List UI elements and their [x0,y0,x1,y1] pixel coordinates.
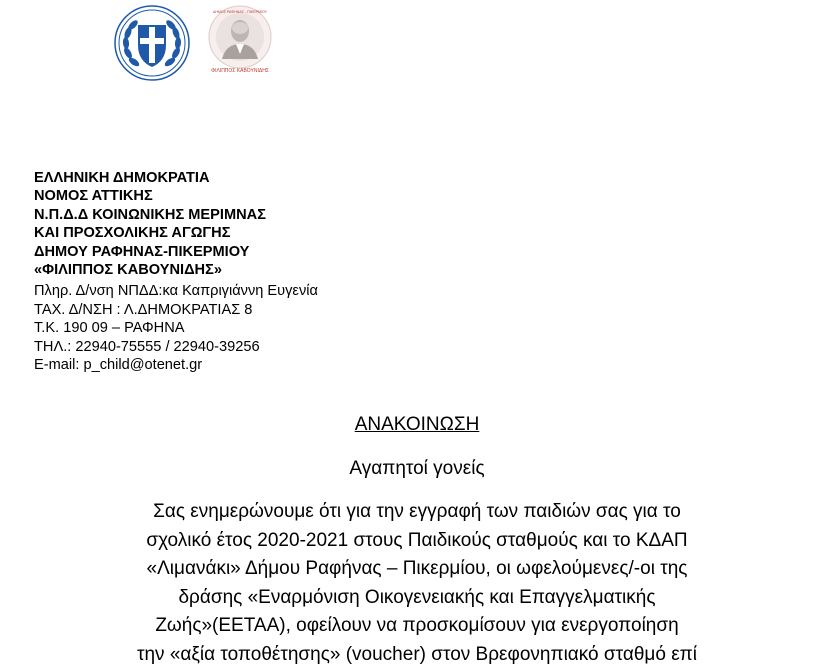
header-line: ΕΛΛΗΝΙΚΗ ΔΗΜΟΚΡΑΤΙΑ [34,169,266,187]
body-line: σχολικό έτος 2020-2021 στους Παιδικούς σταθμούς και το ΚΔΑΠ [0,527,834,556]
body-line: Ζωής»(ΕΕΤΑΑ), οφείλουν να προσκομίσουν για ενεργοποίηση [0,612,834,641]
header-line: ΔΗΜΟΥ ΡΑΦΗΝΑΣ-ΠΙΚΕΡΜΙΟΥ [34,243,266,261]
postal-code: Τ.Κ. 190 09 – ΡΑΦΗΝΑ [34,319,318,338]
announcement-body [0,498,834,669]
body-line: την «αξία τοποθέτησης» (voucher) στον Βρεφονηπιακό σταθμό επί [0,641,834,669]
portrait-top-caption: ΔΗΜΟΣ ΡΑΦΗΝΑΣ - ΠΙΚΕΡΜΙΟΥ [213,10,268,14]
header-line: ΚΑΙ ΠΡΟΣΧΟΛΙΚΗΣ ΑΓΩΓΗΣ [34,224,266,242]
portrait-seal-icon [206,4,274,74]
announcement-title: ΑΝΑΚΟΙΝΩΣΗ [0,414,834,436]
body-line: Σας ενημερώνουμε ότι για την εγγραφή των παιδιών σας για το [0,498,834,527]
body-line: δράσης «Εναρμόνιση Οικογενειακής και Επαγγελματικής [0,584,834,613]
phone-numbers: ΤΗΛ.: 22940-75555 / 22940-39256 [34,338,318,357]
organization-header [34,169,266,279]
contact-person: Πληρ. Δ/νση ΝΠΔΔ:κα Καπριγιάννη Ευγενία [34,282,318,301]
header-line: Ν.Π.Δ.Δ ΚΟΙΝΩΝΙΚΗΣ ΜΕΡΙΜΝΑΣ [34,206,266,224]
body-line: «Λιμανάκι» Δήμου Ραφήνας – Πικερμίου, οι ωφελούμενες/-οι της [0,555,834,584]
portrait-caption: ΦΙΛΙΠΠΟΣ ΚΑΒΟΥΝΙΔΗΣ [211,68,269,74]
email-address: E-mail: p_child@otenet.gr [34,356,318,375]
contact-info [34,282,318,375]
announcement-greeting: Αγαπητοί γονείς [0,458,834,480]
header-line: «ΦΙΛΙΠΠΟΣ ΚΑΒΟΥΝΙΔΗΣ» [34,261,266,279]
header-line: ΝΟΜΟΣ ΑΤΤΙΚΗΣ [34,187,266,205]
greek-state-emblem-icon [114,5,190,81]
postal-address: ΤΑΧ. Δ/ΝΣΗ : Λ.ΔΗΜΟΚΡΑΤΙΑΣ 8 [34,301,318,320]
